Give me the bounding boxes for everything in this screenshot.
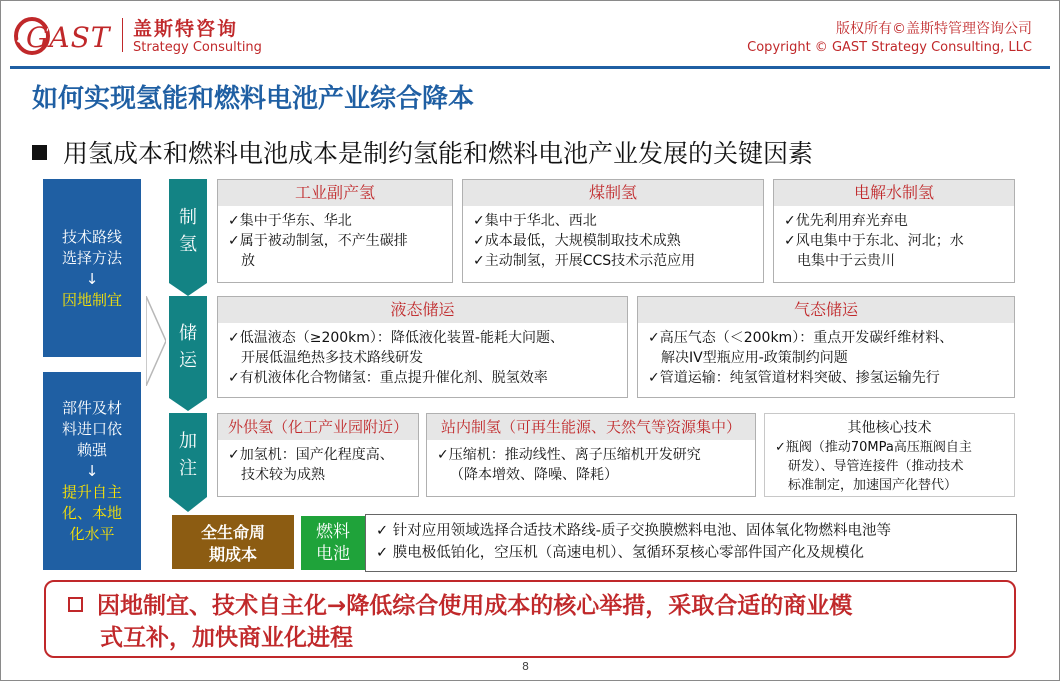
tech-route-line2: 选择方法 [61, 249, 122, 267]
right-chevron-icon [146, 296, 166, 386]
tech-route-highlight: 因地制宜 [61, 291, 122, 309]
page-number: 8 [522, 660, 529, 673]
gas-line1: ✓高压气态（＜200km）：重点开发碳纤维材料、 [648, 330, 954, 346]
copyright-cn: 版权所有©盖斯特管理咨询公司 [836, 21, 1032, 37]
stage-production-label [169, 179, 207, 283]
lifecycle-cost-box [170, 513, 296, 571]
stage-refuel-char1: 加 [179, 431, 197, 452]
lifecycle-line2: 期成本 [208, 545, 257, 564]
stage-refuel-label [169, 413, 207, 497]
component-line1: 部件及材 [61, 399, 122, 417]
tech-route-line1: 技术路线 [61, 228, 122, 246]
electrolysis-line2: ✓风电集中于东北、河北；水 [784, 233, 964, 249]
gas-storage-box [637, 296, 1015, 398]
coal-line1: ✓集中于华北、西北 [473, 213, 597, 229]
fuel-cell-line2: ✓ 膜电极低铂化，空压机（高速电机）、氢循环泵核心零部件国产化及规模化 [376, 545, 865, 561]
copyright-en: Copyright © GAST Strategy Consulting, LLC [747, 40, 1032, 55]
logo-text: GAST [26, 21, 111, 54]
down-arrow-icon: ↓ [85, 270, 99, 288]
liquid-line3: ✓有机液体化合物储氢：重点提升催化剂、脱氢效率 [228, 370, 548, 386]
bullet-square-icon [32, 145, 47, 160]
coal-line3: ✓主动制氢，开展CCS技术示范应用 [473, 253, 696, 269]
fuel-cell-label1: 燃料 [316, 522, 350, 542]
conclusion-box [44, 580, 1016, 658]
fuel-cell-label2: 电池 [316, 544, 350, 564]
stage-storage-char2: 运 [179, 350, 197, 371]
component-highlight2: 化、本地 [61, 504, 122, 522]
external-supply-title: 外供氢（化工产业园附近） [218, 414, 418, 440]
down-arrow-icon [169, 497, 207, 513]
electrolysis-title: 电解水制氢 [774, 180, 1014, 206]
onsite-title: 站内制氢（可再生能源、天然气等资源集中） [427, 414, 755, 440]
down-arrow-icon [169, 283, 207, 297]
conclusion-line1: 因地制宜、技术自主化→降低综合使用成本的核心举措，采取合适的商业模 [97, 593, 853, 619]
external-line2: 技术较为成熟 [241, 467, 325, 483]
liquid-storage-title: 液态储运 [218, 297, 627, 323]
electrolysis-line1: ✓优先利用弃光弃电 [784, 213, 908, 229]
down-arrow-icon [169, 398, 207, 412]
slide-title: 如何实现氢能和燃料电池产业综合降本 [32, 84, 475, 114]
checkbox-square-icon [68, 597, 83, 612]
coal-hydrogen-box [462, 179, 764, 283]
onsite-production-box [426, 413, 756, 497]
down-arrow-icon: ↓ [85, 462, 99, 480]
component-highlight3: 化水平 [69, 525, 115, 543]
industrial-title: 工业副产氢 [218, 180, 452, 206]
component-import-box [43, 372, 141, 570]
header-divider [10, 66, 1050, 69]
subtitle-text: 用氢成本和燃料电池成本是制约氢能和燃料电池产业发展的关键因素 [63, 139, 814, 168]
conclusion-line2: 式互补，加快商业化进程 [100, 625, 353, 651]
brand-separator [122, 18, 123, 52]
liquid-storage-box [217, 296, 628, 398]
stage-storage-char1: 储 [179, 323, 197, 344]
external-supply-box [217, 413, 419, 497]
lifecycle-line1: 全生命周 [200, 523, 265, 542]
external-line1: ✓加氢机：国产化程度高、 [228, 447, 394, 463]
other-core-tech-box [764, 413, 1015, 497]
stage-refuel-char2: 注 [179, 458, 197, 479]
other-line3: 标准制定，加速国产化替代） [788, 478, 958, 493]
other-line1: ✓瓶阀（推动70MPa高压瓶阀自主 [775, 440, 972, 455]
brand-name-en: Strategy Consulting [133, 40, 262, 55]
component-line2: 料进口依 [61, 420, 122, 438]
stage-production-char2: 氢 [179, 234, 197, 255]
coal-line2: ✓成本最低，大规模制取技术成熟 [473, 233, 681, 249]
fuel-cell-label [301, 516, 365, 570]
brand-name-cn: 盖斯特咨询 [133, 18, 239, 40]
liquid-line1: ✓低温液态（≥200km）：降低液化装置-能耗大问题、 [228, 330, 564, 346]
coal-title: 煤制氢 [463, 180, 763, 206]
gas-storage-title: 气态储运 [638, 297, 1014, 323]
industrial-byproduct-box [217, 179, 453, 283]
stage-storage-label [169, 296, 207, 398]
industrial-line2: ✓属于被动制氢，不产生碳排 [228, 233, 408, 249]
industrial-line1: ✓集中于华东、华北 [228, 213, 352, 229]
tech-route-box [43, 179, 141, 357]
gast-logo [8, 8, 126, 60]
other-tech-title: 其他核心技术 [847, 420, 932, 436]
onsite-line1: ✓压缩机：推动线性、离子压缩机开发研究 [437, 447, 701, 463]
gas-line3: ✓管道运输：纯氢管道材料突破、掺氢运输先行 [648, 370, 940, 386]
electrolysis-line3: 电集中于云贵川 [797, 253, 895, 269]
gas-line2: 解决IV型瓶应用-政策制约问题 [661, 350, 848, 366]
fuel-cell-line1: ✓ 针对应用领域选择合适技术路线-质子交换膜燃料电池、固体氧化物燃料电池等 [376, 523, 891, 539]
fuel-cell-description [365, 514, 1017, 572]
industrial-line3: 放 [241, 253, 255, 269]
other-line2: 研发）、导管连接件（推动技术 [788, 459, 964, 474]
component-highlight1: 提升自主 [61, 483, 122, 501]
liquid-line2: 开展低温绝热多技术路线研发 [241, 350, 423, 366]
slide-subtitle [32, 134, 813, 170]
component-line3: 赖强 [76, 441, 107, 459]
onsite-line2: （降本增效、降噪、降耗） [450, 467, 618, 483]
electrolysis-box [773, 179, 1015, 283]
stage-production-char1: 制 [179, 207, 197, 228]
